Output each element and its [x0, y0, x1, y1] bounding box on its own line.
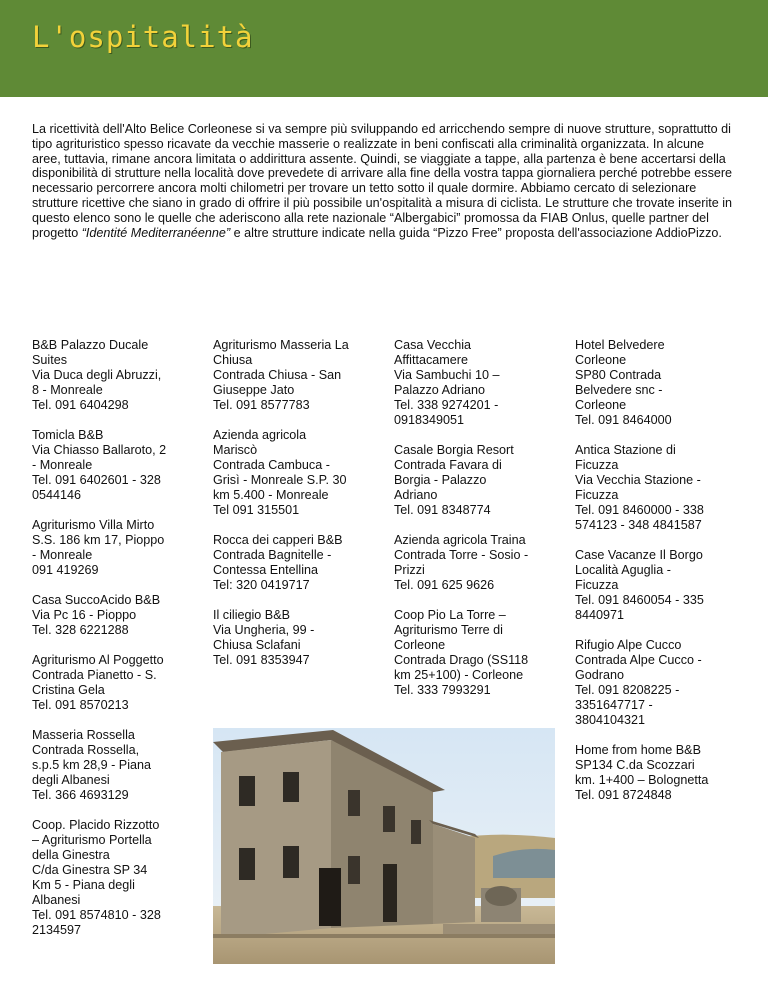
- accommodation-entry: B&B Palazzo Ducale Suites Via Duca degli Abruzzi, 8 - Monreale Tel. 091 6404298: [32, 338, 162, 412]
- accommodation-entry: Agriturismo Al Poggetto Contrada Pianetto - S. Cristina Gela Tel. 091 8570213: [32, 653, 164, 712]
- accommodation-entry: Coop Pio La Torre – Agriturismo Terre di Corleone Contrada Drago (SS118 km 25+100) - Corleone Tel. 333 7993291: [394, 608, 529, 697]
- accommodation-entry: Il ciliegio B&B Via Ungheria, 99 - Chiusa Sclafani Tel. 091 8353947: [213, 608, 315, 667]
- accommodation-entry: Agriturismo Masseria La Chiusa Contrada Chiusa - San Giuseppe Jato Tel. 091 8577783: [213, 338, 349, 412]
- accommodation-column-3: [394, 338, 554, 713]
- page-title: L'ospitalità: [32, 20, 254, 54]
- accommodation-entry: Coop. Placido Rizzotto – Agriturismo Portella della Ginestra C/da Ginestra SP 34 Km 5 - Piana degli Albanesi Tel. 091 8574810 - 328 2134597: [32, 818, 161, 937]
- accommodation-entry: Home from home B&B SP134 C.da Scozzari km. 1+400 – Bolognetta Tel. 091 8724848: [575, 743, 709, 802]
- intro-text-end: e altre strutture indicate nella guida “Pizzo Free” proposta dell'associazione AddioPizzo.: [230, 225, 722, 240]
- accommodation-column-4: [575, 338, 735, 818]
- intro-paragraph: [32, 122, 736, 240]
- accommodation-entry: Agriturismo Villa Mirto S.S. 186 km 17, Pioppo - Monreale 091 419269: [32, 518, 165, 577]
- accommodation-entry: Hotel Belvedere Corleone SP80 Contrada Belvedere snc - Corleone Tel. 091 8464000: [575, 338, 672, 427]
- building-photo: [213, 728, 555, 964]
- accommodation-entry: Azienda agricola Mariscò Contrada Cambuca - Grisì - Monreale S.P. 30 km 5.400 - Monreale Tel 091 315501: [213, 428, 347, 517]
- accommodation-entry: Rocca dei capperi B&B Contrada Bagnitelle - Contessa Entellina Tel: 320 0419717: [213, 533, 343, 592]
- accommodation-entry: Case Vacanze Il Borgo Località Aguglia - Ficuzza Tel. 091 8460054 - 335 8440971: [575, 548, 704, 622]
- accommodation-column-1: [32, 338, 192, 953]
- intro-text: La ricettività dell'Alto Belice Corleonese si va sempre più sviluppando ed arricchendo sempre di nuove strutture, soprattutto di tipo agrituristico spesso ricavate da vecchie masserie o realizzate in beni confiscati alla criminalità organizzata. In alcune aree, tuttavia, rimane ancora limitata o addirittura assente. Quindi, se viaggiate a tappe, alla partenza è bene accertarsi della disponibilità di strutture nella località dove prevedete di arrivare alla fine della vostra tappa giornaliera perché potrebbe essere necessario percorrere ancora molti chilometri per trovare un tetto sotto il quale dormire. Abbiamo cercato di selezionare strutture ricettive che siano in grado di offrire il più possibile un'ospitalità a misura di ciclista. Le strutture che trovate inserite in questo elenco sono le quelle che aderiscono alla rete nazionale “Albergabici” promossa da FIAB Onlus, quelle partner del progetto: [32, 122, 733, 240]
- accommodation-entry: Azienda agricola Traina Contrada Torre - Sosio - Prizzi Tel. 091 625 9626: [394, 533, 529, 592]
- accommodation-entry: Casa Vecchia Affittacamere Via Sambuchi 10 – Palazzo Adriano Tel. 338 9274201 - 0918349051: [394, 338, 500, 427]
- header-banner: [0, 0, 768, 97]
- accommodation-entry: Masseria Rossella Contrada Rossella, s.p.5 km 28,9 - Piana degli Albanesi Tel. 366 4693129: [32, 728, 152, 802]
- intro-project-name: “Identité Mediterranéenne”: [81, 225, 231, 240]
- accommodation-entry: Tomicla B&B Via Chiasso Ballaroto, 2 - Monreale Tel. 091 6402601 - 328 0544146: [32, 428, 167, 502]
- accommodation-entry: Casa SuccoAcido B&B Via Pc 16 - Pioppo Tel. 328 6221288: [32, 593, 161, 637]
- accommodation-entry: Casale Borgia Resort Contrada Favara di Borgia - Palazzo Adriano Tel. 091 8348774: [394, 443, 514, 517]
- accommodation-entry: Rifugio Alpe Cucco Contrada Alpe Cucco - Godrano Tel. 091 8208225 - 3351647717 - 3804104321: [575, 638, 702, 727]
- accommodation-entry: Antica Stazione di Ficuzza Via Vecchia Stazione - Ficuzza Tel. 091 8460000 - 338 574123 - 348 4841587: [575, 443, 704, 532]
- accommodation-column-2: [213, 338, 378, 683]
